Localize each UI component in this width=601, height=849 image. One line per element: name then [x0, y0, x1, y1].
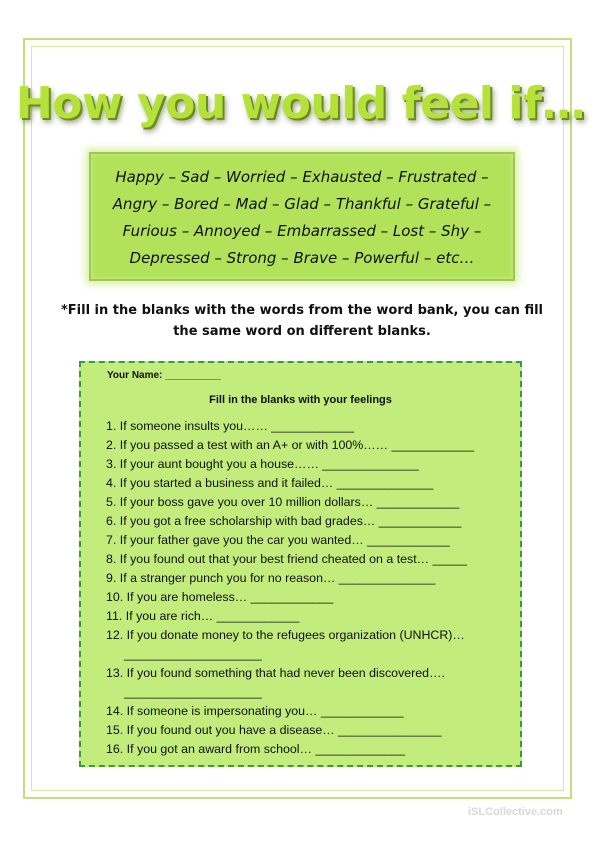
- question-text: 12. If you donate money to the refugees organization (UNHCR)…: [106, 628, 465, 642]
- question-item: 5. If your boss gave you over 10 million dollars… ____________: [106, 495, 460, 509]
- worksheet-box: [79, 361, 522, 767]
- question-item: 16. If you got an award from school… _____________: [106, 742, 405, 756]
- question-item: [106, 664, 516, 702]
- question-item: 8. If you found out that your best friend cheated on a test… _____: [106, 552, 467, 566]
- question-list: [106, 417, 516, 759]
- word-bank-line: Furious – Annoyed – Embarrassed – Lost – Shy –: [122, 222, 482, 240]
- question-item: 4. If you started a business and it failed… ______________: [106, 476, 434, 490]
- question-item: 14. If someone is impersonating you… ____________: [106, 704, 404, 718]
- question-item: 15. If you found out you have a disease… _______________: [106, 723, 442, 737]
- answer-blank: ____________________: [124, 685, 262, 699]
- question-item: 9. If a stranger punch you for no reason… ______________: [106, 571, 436, 585]
- question-item: 11. If you are rich… ____________: [106, 609, 300, 623]
- question-item: 10. If you are homeless… ____________: [106, 590, 334, 604]
- question-text: 13. If you found something that had never been discovered….: [106, 666, 445, 680]
- question-item: 1. If someone insults you…… ____________: [106, 419, 354, 433]
- name-field-label: Your Name: __________: [107, 370, 221, 381]
- question-item: 3. If your aunt bought you a house…… ______________: [106, 457, 419, 471]
- question-item: [106, 626, 516, 664]
- question-item: 2. If you passed a test with an A+ or with 100%…… ____________: [106, 438, 475, 452]
- site-watermark: iSLCollective.com: [468, 806, 563, 818]
- worksheet-title: How you would feel if…: [15, 78, 586, 129]
- word-bank: [89, 152, 515, 281]
- instruction-text: *Fill in the blanks with the words from the word bank, you can fill the same word on different blanks.: [60, 303, 543, 339]
- word-bank-line: Happy – Sad – Worried – Exhausted – Frustrated –: [115, 168, 489, 186]
- answer-blank: ____________________: [124, 647, 262, 661]
- question-item: 6. If you got a free scholarship with bad grades… ____________: [106, 514, 462, 528]
- word-bank-line: Angry – Bored – Mad – Glad – Thankful – Grateful –: [112, 195, 492, 213]
- worksheet-heading: Fill in the blanks with your feelings: [209, 394, 392, 406]
- word-bank-line: Depressed – Strong – Brave – Powerful – etc…: [129, 249, 475, 267]
- question-item: 7. If your father gave you the car you wanted… ____________: [106, 533, 450, 547]
